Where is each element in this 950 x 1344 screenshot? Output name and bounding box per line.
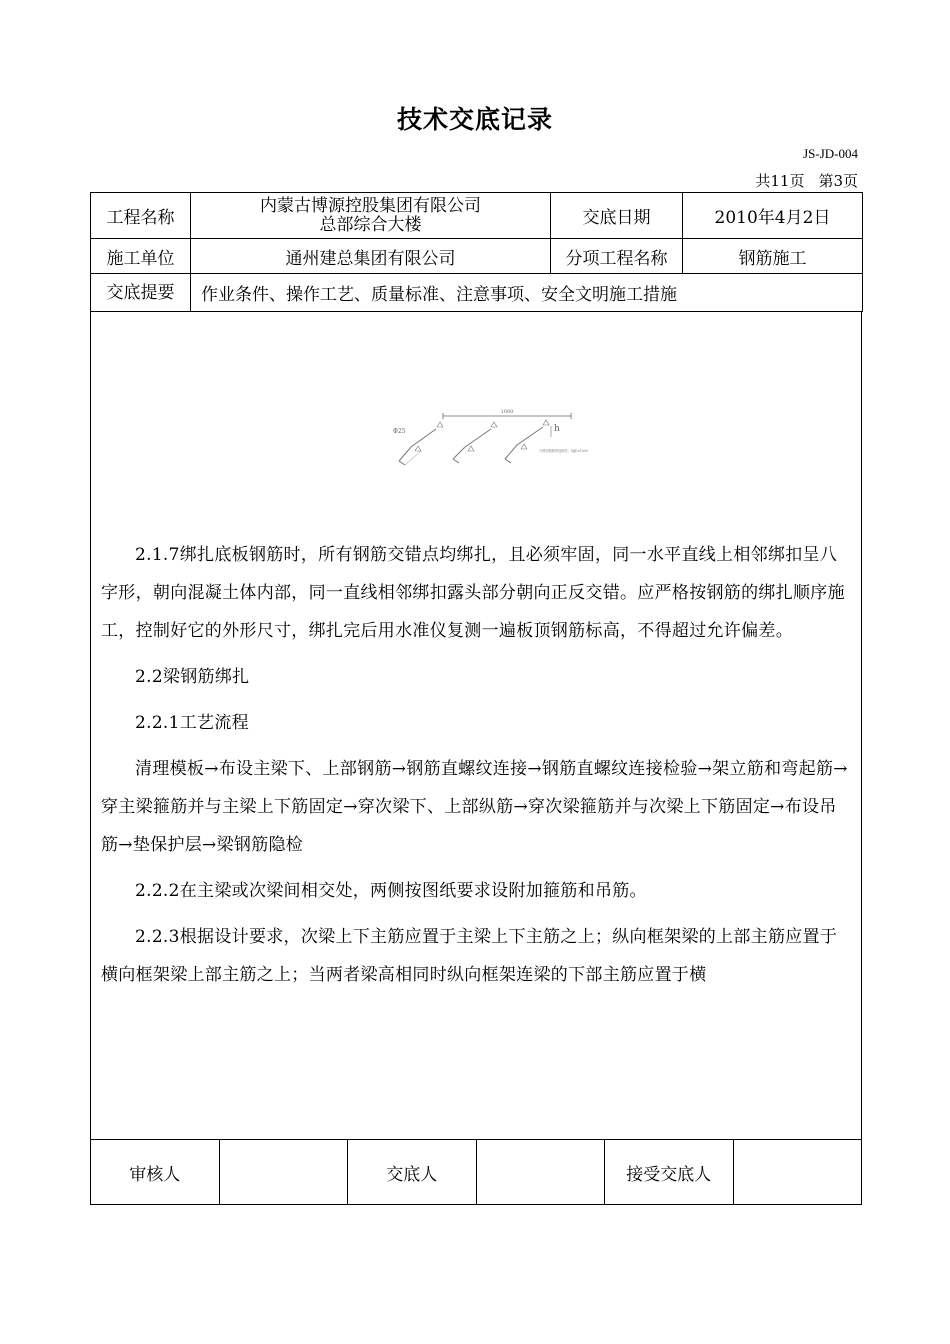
paragraph: 2.2.3根据设计要求，次梁上下主筋应置于主梁上下主筋之上；纵向框架梁的上部主筋应置于横向框架梁上部主筋之上；当两者梁高相同时纵向框架连梁的下部主筋应置于横 bbox=[101, 927, 838, 985]
page-title: 技术交底记录 bbox=[396, 105, 553, 134]
summary-value: 作业条件、操作工艺、质量标准、注意事项、安全文明施工措施 bbox=[191, 274, 863, 312]
page-info bbox=[741, 170, 858, 191]
page-number: 第3页 bbox=[818, 172, 858, 190]
project-name-line1: 内蒙古博源控股集团有限公司 bbox=[260, 195, 481, 216]
signature-table bbox=[90, 1139, 862, 1205]
paragraph: 清理模板→布设主梁下、上部钢筋→钢筋直螺纹连接→钢筋直螺纹连接检验→架立筋和弯起筋→穿主梁箍筋并与主梁上下筋固定→穿次梁下、上部纵筋→穿次梁箍筋并与次梁上下筋固定→布设吊筋→垫保护层→梁钢筋隐检 bbox=[101, 759, 848, 855]
reviewer-label: 审核人 bbox=[91, 1140, 220, 1205]
summary-label: 交底提要 bbox=[91, 274, 191, 312]
total-pages: 共11页 bbox=[755, 172, 805, 190]
figure-bar-label: Φ25 bbox=[393, 428, 406, 435]
figure-caption: 马凳用钢筋焊接制作，间距≤1000 bbox=[539, 449, 589, 453]
reviewer-value bbox=[219, 1140, 348, 1205]
project-name-value bbox=[191, 193, 551, 239]
header-table bbox=[90, 192, 863, 312]
date-label: 交底日期 bbox=[551, 193, 683, 239]
discloser-label: 交底人 bbox=[348, 1140, 477, 1205]
receiver-value bbox=[733, 1140, 862, 1205]
paragraph: 2.1.7绑扎底板钢筋时，所有钢筋交错点均绑扎，且必须牢固，同一水平直线上相邻绑扣呈八字形，朝向混凝土体内部，同一直线相邻绑扣露头部分朝向正反交错。应严格按钢筋的绑扎顺序施工，控制好它的外形尺寸，绑扎完后用水准仪复测一遍板顶钢筋标高，不得超过允许偏差。 bbox=[101, 545, 845, 641]
content-box bbox=[90, 311, 862, 1139]
rebar-chair-figure bbox=[391, 407, 621, 477]
date-value: 2010年4月2日 bbox=[683, 193, 863, 239]
paragraph: 2.2.2在主梁或次梁间相交处，两侧按图纸要求设附加箍筋和吊筋。 bbox=[135, 881, 647, 901]
discloser-value bbox=[476, 1140, 605, 1205]
contractor-label: 施工单位 bbox=[91, 239, 191, 274]
body-text bbox=[101, 536, 853, 1002]
subitem-label: 分项工程名称 bbox=[551, 239, 683, 274]
contractor-value: 通州建总集团有限公司 bbox=[191, 239, 551, 274]
figure-note: h bbox=[554, 424, 560, 434]
project-name-line2: 总部综合大楼 bbox=[319, 214, 422, 235]
paragraph: 2.2.1工艺流程 bbox=[135, 713, 249, 733]
project-name-label: 工程名称 bbox=[91, 193, 191, 239]
figure-dim-label: 1000 bbox=[500, 409, 514, 415]
document-number: JS-JD-004 bbox=[803, 146, 858, 161]
paragraph: 2.2梁钢筋绑扎 bbox=[135, 667, 250, 687]
receiver-label: 接受交底人 bbox=[605, 1140, 734, 1205]
subitem-value: 钢筋施工 bbox=[683, 239, 863, 274]
